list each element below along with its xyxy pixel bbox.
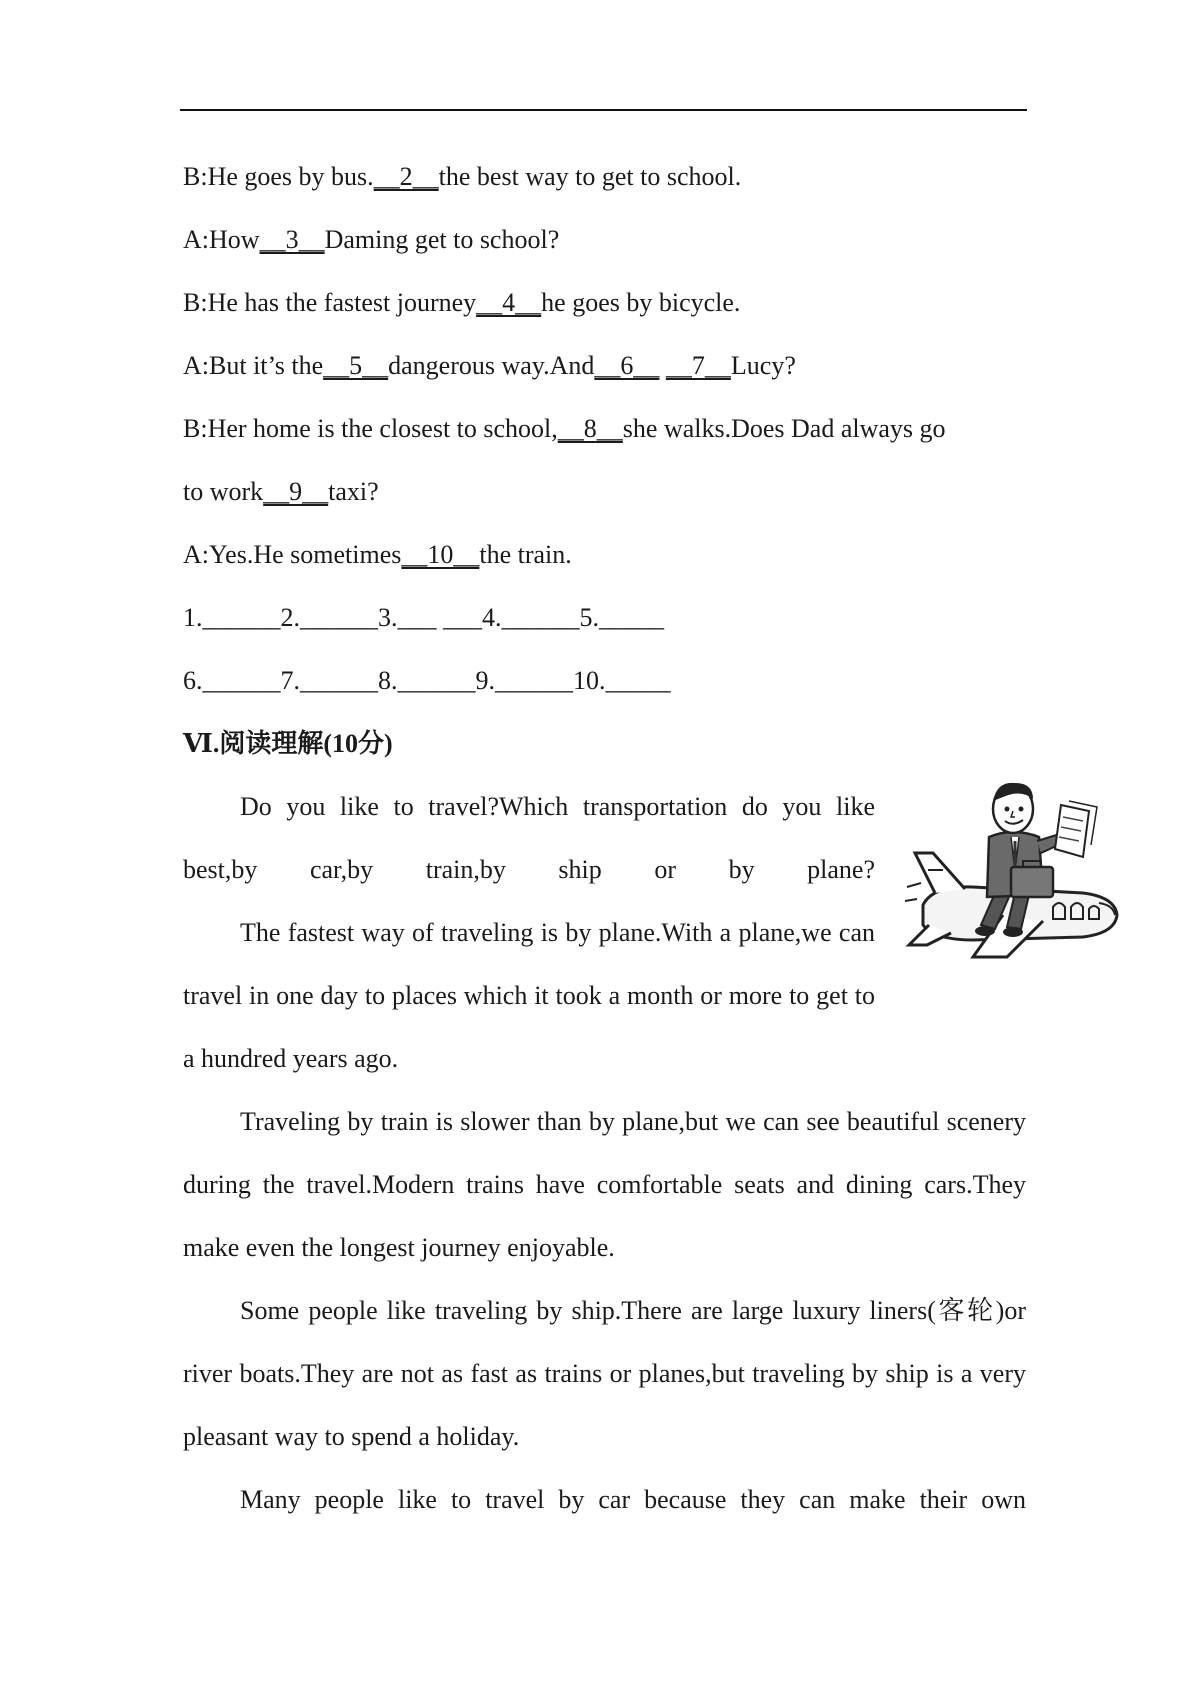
passage-paragraph-4: Some people like traveling by ship.There are large luxury liners(客轮)or river boats.They are not as fast as trains or planes,but traveling by ship is a very pleasant way to spend a holiday. xyxy=(183,1296,1026,1451)
blank-7: __7__ xyxy=(665,351,731,380)
dialogue-line: to work__9__taxi? xyxy=(183,477,379,506)
blank-4: __4__ xyxy=(476,288,542,317)
blank-10: __10__ xyxy=(401,540,480,569)
blank-8: __8__ xyxy=(557,414,623,443)
dialogue-line: B:He has the fastest journey__4__he goes by bicycle. xyxy=(183,288,741,317)
passage-paragraph-5: Many people like to travel by car because they can make their own xyxy=(240,1485,1026,1514)
answer-blanks xyxy=(183,586,1026,712)
section-title: Ⅵ.阅读理解(10分) xyxy=(183,729,393,758)
blank-3: __3__ xyxy=(259,225,325,254)
dialogue-line: B:He goes by bus.__2__the best way to get to school. xyxy=(183,162,742,191)
dialogue-line: A:Yes.He sometimes__10__the train. xyxy=(183,540,572,569)
answer-line-1[interactable]: 1.______2.______3.___ ___4.______5._____ xyxy=(183,603,664,632)
header-rule xyxy=(180,109,1027,111)
blank-2: __2__ xyxy=(373,162,439,191)
blank-5: __5__ xyxy=(323,351,389,380)
dialogue xyxy=(183,145,1026,586)
dialogue-line: A:How__3__Daming get to school? xyxy=(183,225,560,254)
reading-passage xyxy=(183,775,1026,1531)
man-riding-airplane-icon xyxy=(903,775,1133,965)
passage-paragraph-2: The fastest way of traveling is by plane.With a plane,we can travel in one day to places which it took a month or more to get to a hundred years ago. xyxy=(183,918,875,1073)
dialogue-line: A:But it’s the__5__dangerous way.And__6__ __7__Lucy? xyxy=(183,351,796,380)
blank-6: __6__ xyxy=(594,351,660,380)
passage-paragraph-3: Traveling by train is slower than by plane,but we can see beautiful scenery during the travel.Modern trains have comfortable seats and dining cars.They make even the longest journey enjoyable. xyxy=(183,1107,1026,1262)
passage-paragraph-1: Do you like to travel?Which transportation do you like best,by car,by train,by ship or by plane? xyxy=(183,792,875,884)
page-content xyxy=(183,145,1026,1531)
dialogue-line: B:Her home is the closest to school,__8__she walks.Does Dad always go xyxy=(183,414,946,443)
blank-9: __9__ xyxy=(263,477,329,506)
answer-line-2[interactable]: 6.______7.______8.______9.______10._____ xyxy=(183,666,671,695)
